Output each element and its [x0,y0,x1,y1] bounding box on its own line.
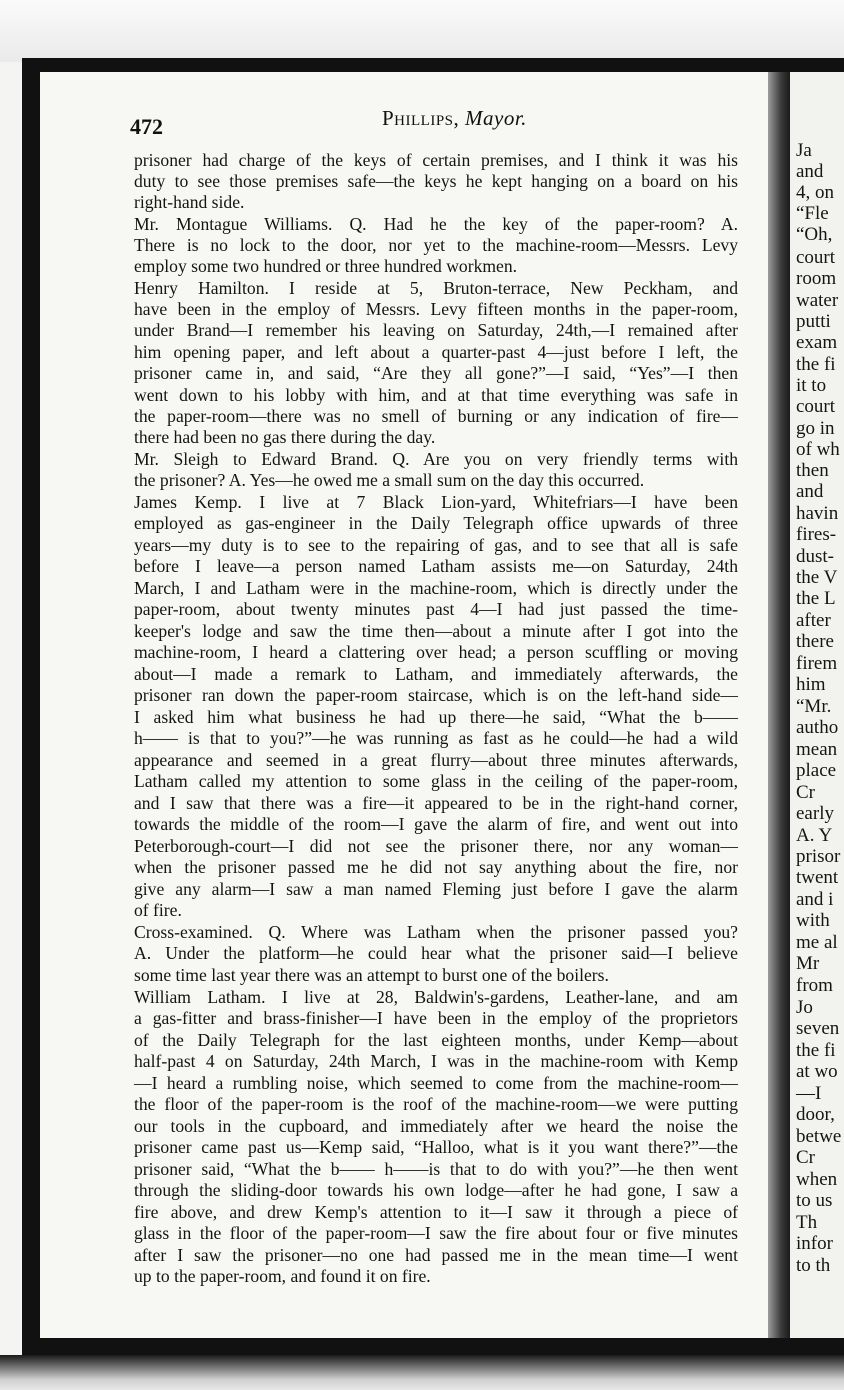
text-line: half-past 4 on Saturday, 24th March, I was in the machine-room with Kemp [134,1051,738,1071]
text-line: Cross-examined. Q. Where was Latham when the prisoner passed you? [134,922,738,942]
right-page-fragment: when [796,1169,838,1190]
text-line: machine-room, I heard a clattering over head; a person scuffling or moving [134,642,738,662]
running-head-name: Phillips [382,106,454,130]
text-line: the prisoner? A. Yes—he owed me a small sum on the day this occurred. [134,470,645,490]
right-page-fragment: the fi [796,354,836,375]
right-page-fragment: go in [796,418,835,439]
right-page-fragment: “Mr. [796,696,832,717]
text-line: prisoner ran down the paper-room staircase, which is on the left-hand side— [134,685,738,705]
right-page-fragment: the V [796,567,838,588]
right-page-fragment: mean [796,739,838,760]
right-page-fragment: exam [796,332,838,353]
text-line: James Kemp. I live at 7 Black Lion-yard, Whitefriars—I have been [134,492,738,512]
right-page-fragment: room [796,268,837,289]
text-line: years—my duty is to see to the repairing of gas, and to see that all is safe [134,535,738,555]
text-line: prisoner had charge of the keys of certain premises, and I think it was his [134,150,738,170]
right-page-fragment: Cr [796,782,815,803]
text-line: right-hand side. [134,192,245,212]
right-page-fragment: the L [796,588,836,609]
right-page-fragment: with [796,910,830,931]
right-page-fragment: 4, on [796,182,834,203]
right-page-fragment: of wh [796,439,840,460]
text-line: duty to see those premises safe—the keys he kept hanging on a board on his [134,171,738,191]
text-line: Mr. Montague Williams. Q. Had he the key of the paper-room? A. [134,214,738,234]
text-line: prisoner said, “What the b—— h——is that to do with you?”—he then went [134,1159,738,1179]
right-page-fragment: autho [796,717,839,738]
right-page-fragment: firem [796,653,838,674]
right-page-fragment: Jo [796,997,813,1018]
right-page-fragment: Ja [796,140,812,161]
right-page-fragment: from [796,975,833,996]
right-page-fragment: and i [796,889,834,910]
text-line: have been in the employ of Messrs. Levy fifteen months in the paper-room, [134,299,738,319]
text-line: I asked him what business he had up there—he said, “What the b—— [134,707,738,727]
right-page-fragment: and [796,481,824,502]
right-page-fragment: betwe [796,1126,842,1147]
running-head-title: Mayor. [465,106,527,130]
text-line: employ some two hundred or three hundred workmen. [134,256,518,276]
text-line: Peterborough-court—I did not see the prisoner there, nor any woman— [134,836,738,856]
running-head: Phillips, Mayor. [382,106,527,130]
text-line: paper-room, about twenty minutes past 4—I had just passed the time- [134,599,738,619]
right-page-fragment: “Fle [796,203,829,224]
text-line: when the prisoner passed me he did not say anything about the fire, nor [134,857,738,877]
text-line: William Latham. I live at 28, Baldwin's-gardens, Leather-lane, and am [134,987,738,1007]
right-page-fragment: after [796,610,831,631]
right-page-fragment: to th [796,1255,831,1276]
right-page-fragment: A. Y [796,825,833,846]
right-page-fragment: door, [796,1104,835,1125]
text-line: glass in the floor of the paper-room—I saw the fire about four or five minutes [134,1223,738,1243]
text-line: There is no lock to the door, nor yet to the machine-room—Messrs. Levy [134,235,738,255]
text-line: went down to his lobby with him, and at that time everything was safe in [134,385,738,405]
text-line: the paper-room—there was no smell of burning or any indication of fire— [134,406,738,426]
text-line: employed as gas-engineer in the Daily Telegraph office upwards of three [134,513,738,533]
right-page-fragment: to us [796,1190,833,1211]
right-page-fragment: then [796,460,829,481]
right-page-fragment: “Oh, [796,224,833,245]
text-line: before I leave—a person named Latham assists me—on Saturday, 24th [134,556,738,576]
page-number: 472 [130,114,163,139]
text-line: our tools in the cupboard, and immediately after we heard the noise the [134,1116,738,1136]
right-page-fragment: Th [796,1212,818,1233]
text-line: Latham called my attention to some glass in the ceiling of the paper-room, [134,771,738,791]
text-line: —I heard a rumbling noise, which seemed to come from the machine-room— [134,1073,738,1093]
text-line: of the Daily Telegraph for the last eighteen months, under Kemp—about [134,1030,738,1050]
right-page-fragment: prisor [796,846,841,867]
text-line: under Brand—I remember his leaving on Saturday, 24th,—I remained after [134,320,738,340]
text-line: prisoner came in, and said, “Are they all gone?”—I said, “Yes”—I then [134,363,738,383]
right-page-fragment: havin [796,503,839,524]
right-page-fragment: dust- [796,546,834,567]
text-line: there had been no gas there during the day. [134,427,436,447]
right-page-fragment: early [796,803,834,824]
text-line: prisoner came past us—Kemp said, “Halloo, what is it you want there?”—the [134,1137,738,1157]
right-page-fragment: court [796,247,836,268]
right-page-fragment: him [796,674,826,695]
text-line: give any alarm—I saw a man named Fleming just before I gave the alarm [134,879,738,899]
text-line: of fire. [134,900,182,920]
text-line: him opening paper, and left about a quarter-past 4—just before I left, the [134,342,738,362]
right-page-fragment: putti [796,311,831,332]
text-line: the floor of the paper-room is the roof of the machine-room—we were putting [134,1094,738,1114]
right-page-fragment: water [796,290,839,311]
text-line: about—I made a remark to Latham, and immediately afterwards, the [134,664,738,684]
right-page-fragment: infor [796,1233,833,1254]
right-page-fragment: at wo [796,1061,838,1082]
right-page-fragment: there [796,631,834,652]
right-page-fragment: and [796,161,824,182]
right-page-fragment: twent [796,867,839,888]
text-line: a gas-fitter and brass-finisher—I have been in the employ of the proprietors [134,1008,738,1028]
right-page-fragment: —I [796,1083,822,1104]
text-line: after I saw the prisoner—no one had passed me in the mean time—I went [134,1245,738,1265]
right-page-fragment: fires- [796,524,837,545]
text-line: fire above, and drew Kemp's attention to it—I saw it through a piece of [134,1202,738,1222]
text-line: A. Under the platform—he could hear what the prisoner said—I believe [134,943,738,963]
text-line: up to the paper-room, and found it on fire. [134,1266,431,1286]
text-line: h—— is that to you?”—he was running as fast as he could—he had a wild [134,728,738,748]
text-line: Henry Hamilton. I reside at 5, Bruton-terrace, New Peckham, and [134,278,738,298]
right-page-fragment: seven [796,1018,840,1039]
text-line: March, I and Latham were in the machine-room, which is directly under the [134,578,738,598]
text-line: some time last year there was an attempt to burst one of the boilers. [134,965,609,985]
text-line: keeper's lodge and saw the time then—about a minute after I got into the [134,621,738,641]
text-line: appearance and seemed in a great flurry—about three minutes afterwards, [134,750,738,770]
right-page-fragment: Cr [796,1147,815,1168]
right-page-fragment: me al [796,932,838,953]
text-line: towards the middle of the room—I gave the alarm of fire, and went out into [134,814,738,834]
right-page-fragment: the fi [796,1040,836,1061]
right-page-fragment: place [796,760,837,781]
right-page-fragment: Mr [796,953,820,974]
text-line: Mr. Sleigh to Edward Brand. Q. Are you on very friendly terms with [134,449,738,469]
right-page-fragment: court [796,396,836,417]
right-page-fragment: it to [796,375,827,396]
text-line: and I saw that there was a fire—it appeared to be in the right-hand corner, [134,793,738,813]
text-line: through the sliding-door towards his own lodge—after he had gone, I saw a [134,1180,738,1200]
